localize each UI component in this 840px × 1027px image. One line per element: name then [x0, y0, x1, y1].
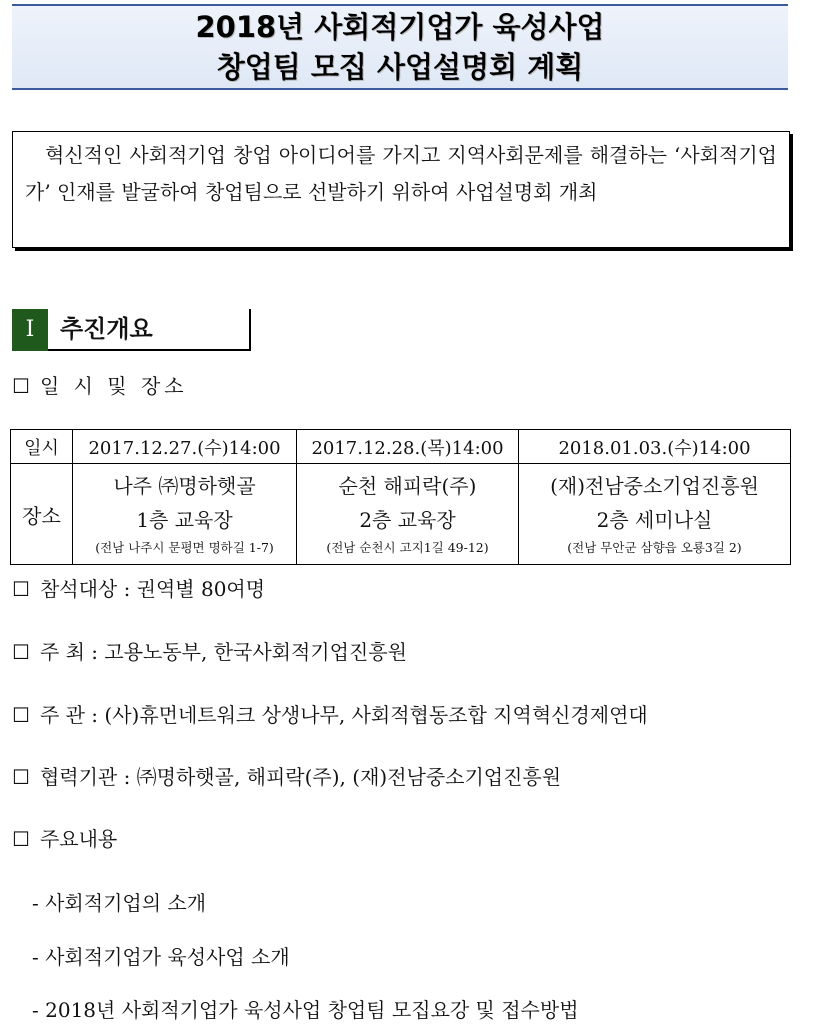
section-underline [48, 349, 250, 351]
session-1-place-room: 1층 교육장 [136, 508, 233, 532]
document-title-banner [12, 4, 788, 90]
document-title-line-1: 2018년 사회적기업가 육성사업 [195, 10, 605, 44]
partners-text: 협력기관 : ㈜명하햇골, 해피락(주), (재)전남중소기업진흥원 [39, 765, 562, 789]
checkbox-bullet-icon: ☐ [12, 577, 30, 601]
host-item [12, 638, 407, 666]
list-item: - 사회적기업가 육성사업 소개 [32, 945, 290, 969]
checkbox-bullet-icon: ☐ [12, 827, 30, 851]
table-row [11, 464, 791, 565]
session-2-place-room: 2층 교육장 [359, 508, 456, 532]
checkbox-bullet-icon: ☐ [12, 703, 30, 727]
session-3-place [519, 464, 791, 565]
section-title: 추진개요 [60, 315, 153, 343]
organizer-item [12, 701, 648, 729]
contents-heading [12, 825, 117, 853]
contents-heading-text: 주요내용 [39, 827, 118, 851]
section-numeral: Ⅰ [12, 309, 48, 351]
checkbox-bullet-icon: ☐ [12, 374, 30, 398]
session-1-place-name: 나주 ㈜명하햇골 [113, 474, 256, 498]
list-item: - 사회적기업의 소개 [32, 891, 207, 915]
attendees-item [12, 575, 265, 603]
host-text: 주 최 : 고용노동부, 한국사회적기업진흥원 [39, 640, 407, 664]
document-title-line-2: 창업팀 모집 사업설명회 계획 [216, 50, 584, 84]
session-1-address: (전남 나주시 문평면 명하길 1-7) [95, 540, 274, 555]
checkbox-bullet-icon: ☐ [12, 765, 30, 789]
list-item: - 2018년 사회적기업가 육성사업 창업팀 모집요강 및 접수방법 [32, 998, 579, 1022]
schedule-table [10, 429, 791, 565]
checkbox-bullet-icon: ☐ [12, 640, 30, 664]
section-right-bar [249, 309, 251, 351]
place-label-cell: 장소 [11, 464, 73, 565]
session-3-place-room: 2층 세미나실 [596, 508, 713, 532]
session-3-place-name: (재)전남중소기업진흥원 [550, 474, 759, 498]
time-label-cell: 일시 [11, 430, 73, 464]
session-3-datetime: 2018.01.03.(수)14:00 [519, 430, 791, 464]
session-2-address: (전남 순천시 고지1길 49-12) [326, 540, 489, 555]
table-row [11, 430, 791, 464]
session-2-place-name: 순천 해피락(주) [338, 474, 477, 498]
section-heading [12, 309, 252, 351]
session-2-datetime: 2017.12.28.(목)14:00 [297, 430, 519, 464]
session-1-datetime: 2017.12.27.(수)14:00 [73, 430, 297, 464]
summary-box: 혁신적인 사회적기업 창업 아이디어를 가지고 지역사회문제를 해결하는 ‘사회적기업가’ 인재를 발굴하여 창업팀으로 선발하기 위하여 사업설명회 개최 [12, 131, 790, 248]
attendees-text: 참석대상 : 권역별 80여명 [39, 577, 266, 601]
partners-item [12, 763, 561, 791]
session-2-place [297, 464, 519, 565]
schedule-heading [12, 372, 188, 400]
organizer-text: 주 관 : (사)휴먼네트워크 상생나무, 사회적협동조합 지역혁신경제연대 [39, 703, 648, 727]
schedule-heading-text: 일 시 및 장소 [39, 374, 188, 398]
session-1-place [73, 464, 297, 565]
session-3-address: (전남 무안군 삼향읍 오룡3길 2) [567, 540, 742, 555]
